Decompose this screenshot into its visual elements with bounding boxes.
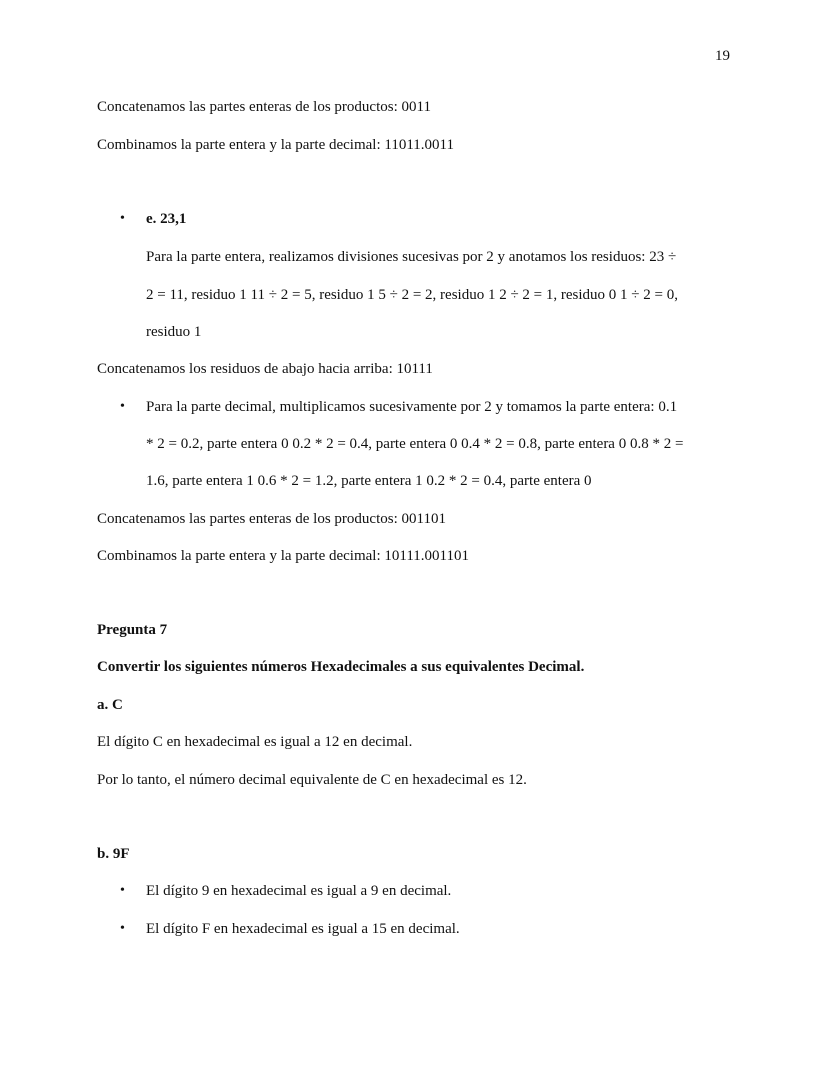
- section-heading-a: a. C: [97, 697, 123, 713]
- text-line-b-2: El dígito F en hexadecimal es igual a 15 en decimal.: [146, 921, 460, 937]
- text-line-e-concat-residues: Concatenamos los residuos de abajo hacia arriba: 10111: [97, 361, 433, 377]
- text-line-concat-products: Concatenamos las partes enteras de los productos: 0011: [97, 99, 431, 115]
- text-line-e-int-2: 2 = 11, residuo 1 11 ÷ 2 = 5, residuo 1 5 ÷ 2 = 2, residuo 1 2 ÷ 2 = 1, residuo 0 1 ÷ 2 = 0,: [146, 287, 678, 303]
- question-title: Pregunta 7: [97, 622, 168, 638]
- text-line-a-2: Por lo tanto, el número decimal equivalente de C en hexadecimal es 12.: [97, 772, 527, 788]
- text-line-b-1: El dígito 9 en hexadecimal es igual a 9 en decimal.: [146, 883, 452, 899]
- section-heading-e: e. 23,1: [146, 211, 187, 227]
- page-number: 19: [715, 48, 730, 64]
- question-prompt: Convertir los siguientes números Hexadecimales a sus equivalentes Decimal.: [97, 659, 585, 675]
- text-line-e-dec-1: Para la parte decimal, multiplicamos sucesivamente por 2 y tomamos la parte entera: 0.1: [146, 399, 678, 415]
- text-line-e-concat-products: Concatenamos las partes enteras de los productos: 001101: [97, 511, 446, 527]
- text-line-e-dec-2: * 2 = 0.2, parte entera 0 0.2 * 2 = 0.4, parte entera 0 0.4 * 2 = 0.8, parte entera 0 0.8 * 2 =: [146, 436, 684, 452]
- bullet-icon: •: [120, 399, 125, 414]
- section-heading-b: b. 9F: [97, 846, 130, 862]
- bullet-icon: •: [120, 211, 125, 226]
- text-line-e-dec-3: 1.6, parte entera 1 0.6 * 2 = 1.2, parte entera 1 0.2 * 2 = 0.4, parte entera 0: [146, 473, 592, 489]
- text-line-combine: Combinamos la parte entera y la parte decimal: 11011.0011: [97, 137, 454, 153]
- text-line-e-combine: Combinamos la parte entera y la parte decimal: 10111.001101: [97, 548, 469, 564]
- text-line-a-1: El dígito C en hexadecimal es igual a 12 en decimal.: [97, 734, 413, 750]
- bullet-icon: •: [120, 921, 125, 936]
- text-line-e-int-3: residuo 1: [146, 324, 202, 340]
- bullet-icon: •: [120, 883, 125, 898]
- text-line-e-int-1: Para la parte entera, realizamos divisiones sucesivas por 2 y anotamos los residuos: 23 ÷: [146, 249, 677, 265]
